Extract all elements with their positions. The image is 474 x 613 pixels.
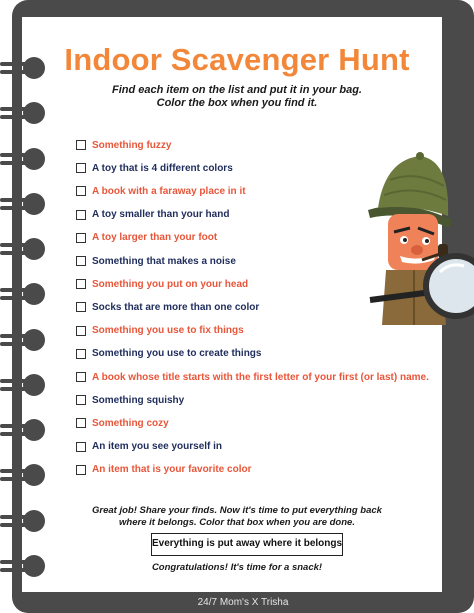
checklist-item-label: An item you see yourself in bbox=[92, 441, 223, 453]
checklist-item bbox=[76, 231, 217, 245]
spiral-ring bbox=[0, 236, 48, 262]
checkbox[interactable] bbox=[76, 395, 86, 405]
checklist-item-label: Something you use to fix things bbox=[92, 325, 244, 337]
checkbox[interactable] bbox=[76, 349, 86, 359]
checklist-item bbox=[76, 463, 251, 477]
spiral-ring bbox=[0, 281, 48, 307]
checkbox[interactable] bbox=[76, 186, 86, 196]
instructions bbox=[0, 84, 474, 110]
checklist-item bbox=[76, 184, 246, 198]
checklist-item bbox=[76, 347, 261, 361]
footer-credit: 24/7 Mom's X Trisha bbox=[197, 597, 289, 608]
deerstalker-hat bbox=[378, 156, 448, 216]
checklist-item-label: Something you put on your head bbox=[92, 278, 249, 290]
checkbox[interactable] bbox=[76, 326, 86, 336]
checklist-item bbox=[76, 416, 169, 430]
detective-illustration bbox=[360, 150, 474, 350]
checkbox[interactable] bbox=[76, 140, 86, 150]
checklist-item bbox=[76, 370, 429, 384]
spiral-ring bbox=[0, 191, 48, 217]
checklist-item-label: Socks that are more than one color bbox=[92, 301, 260, 313]
checkbox[interactable] bbox=[76, 465, 86, 475]
closing-line-2: where it belongs. Color that box when you are done. bbox=[119, 517, 355, 528]
spiral-ring bbox=[0, 327, 48, 353]
checklist-item-label: A toy smaller than your hand bbox=[92, 209, 230, 221]
checklist-item-label: A toy larger than your foot bbox=[92, 232, 218, 244]
checklist-item bbox=[76, 393, 184, 407]
spiral-ring bbox=[0, 462, 48, 488]
checklist-item-label: A book whose title starts with the first letter of your first (or last) name. bbox=[92, 371, 429, 383]
checkbox[interactable] bbox=[76, 442, 86, 452]
checklist-item bbox=[76, 277, 248, 291]
checklist-item-label: Something you use to create things bbox=[92, 348, 262, 360]
checklist-item-label: An item that is your favorite color bbox=[92, 464, 252, 476]
put-away-box: Everything is put away where it belongs bbox=[151, 533, 343, 556]
congrats-message: Congratulations! It's time for a snack! bbox=[151, 562, 323, 573]
checkbox[interactable] bbox=[76, 279, 86, 289]
checklist-item-label: A toy that is 4 different colors bbox=[92, 162, 233, 174]
closing-message bbox=[0, 505, 474, 529]
checklist-item-label: Something fuzzy bbox=[92, 139, 172, 151]
checklist-item bbox=[76, 254, 236, 268]
checklist-item bbox=[76, 440, 222, 454]
checklist-item-label: Something cozy bbox=[92, 417, 169, 429]
spiral-ring bbox=[0, 372, 48, 398]
checkbox[interactable] bbox=[76, 418, 86, 428]
checklist-item bbox=[76, 138, 171, 152]
page-title: Indoor Scavenger Hunt bbox=[64, 42, 410, 77]
checklist-item bbox=[76, 208, 229, 222]
checklist-item bbox=[76, 161, 233, 175]
checkbox[interactable] bbox=[76, 163, 86, 173]
instructions-line-1: Find each item on the list and put it in your bag. bbox=[112, 84, 362, 96]
spiral-ring bbox=[0, 417, 48, 443]
checklist-item-label: Something squishy bbox=[92, 394, 185, 406]
checkbox[interactable] bbox=[76, 372, 86, 382]
checkbox[interactable] bbox=[76, 256, 86, 266]
spiral-ring bbox=[0, 146, 48, 172]
instructions-line-2: Color the box when you find it. bbox=[156, 97, 318, 109]
checkbox[interactable] bbox=[76, 210, 86, 220]
checkbox[interactable] bbox=[76, 233, 86, 243]
closing-line-1: Great job! Share your finds. Now it's time to put everything back bbox=[92, 505, 382, 516]
checklist-item-label: Something that makes a noise bbox=[92, 255, 236, 267]
checklist-item bbox=[76, 324, 244, 338]
checkbox[interactable] bbox=[76, 302, 86, 312]
checklist-item bbox=[76, 300, 259, 314]
checklist-item-label: A book with a faraway place in it bbox=[92, 185, 246, 197]
